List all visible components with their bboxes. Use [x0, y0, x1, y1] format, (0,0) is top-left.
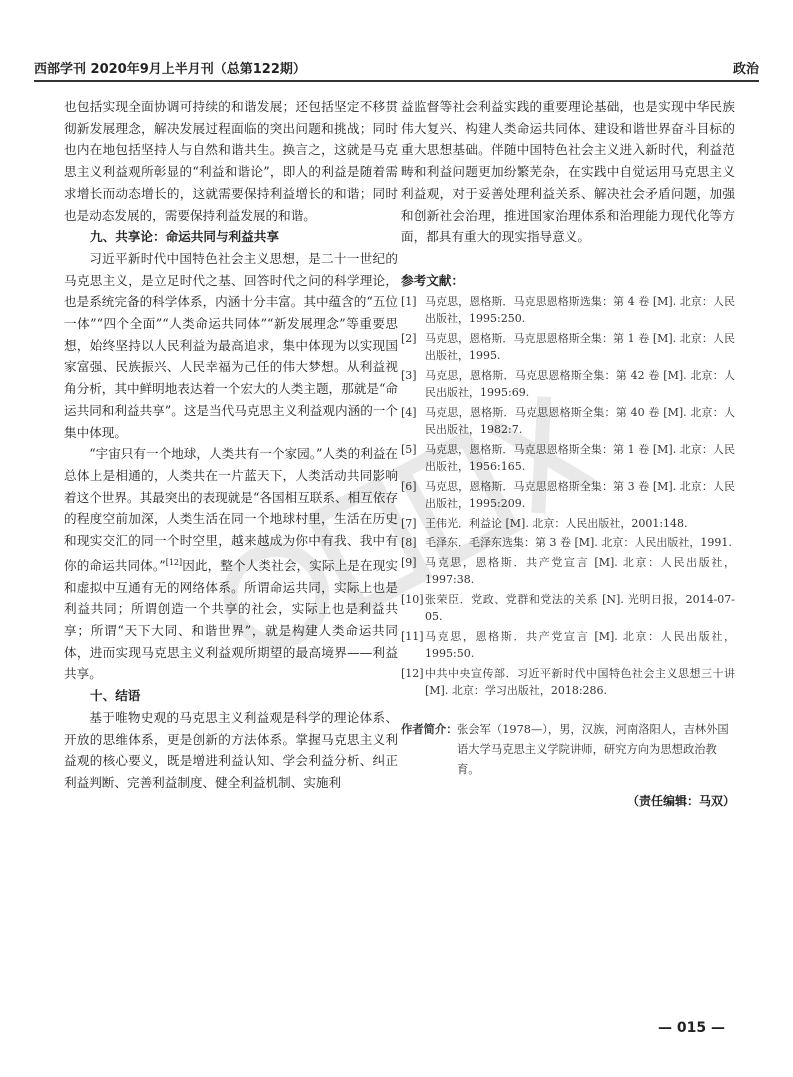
body-paragraph: 基于唯物史观的马克思主义利益观是科学的理论体系、开放的思维体系，更是创新的方法体系。掌握马克思主义利益观的核心要义，既是增进利益认知、学会利益分析、纠正利益判断、完善利益制度、健全利益机制、实施利 — [64, 709, 398, 790]
author-bio — [401, 720, 735, 780]
page-number: — 015 — — [658, 1020, 725, 1036]
reference-text: 毛泽东．毛泽东选集：第 3 卷 [M]. 北京：人民出版社，1991. — [425, 536, 732, 550]
reference-number: [10] — [401, 592, 424, 606]
right-paragraphs — [401, 96, 735, 248]
reference-number: [9] — [401, 555, 417, 569]
reference-item — [401, 628, 735, 663]
responsible-editor: （责任编辑：马双） — [626, 793, 735, 808]
reference-number: [1] — [401, 294, 417, 308]
reference-text: 张荣臣．党政、党群和党法的关系 [N]. 光明日报，2014-07-05. — [425, 592, 735, 624]
reference-item — [401, 478, 735, 513]
page-header — [34, 56, 759, 82]
reference-text: 马克思，恩格斯．马克思恩格斯全集：第 3 卷 [M]. 北京：人民出版社，1995:209. — [425, 479, 735, 511]
body-paragraph: 益监督等社会利益实践的重要理论基础，也是实现中华民族伟大复兴、构建人类命运共同体、建设和谐世界奋斗目标的重大思想基础。伴随中国特色社会主义进入新时代，利益范畴和利益问题更加纷繁芜杂，在实践中自觉运用马克思主义利益观，对于妥善处理利益关系、解决社会矛盾问题，加强和创新社会治理，推进国家治理体系和治理能力现代化等方面，都具有重大的现实指导意义。 — [401, 99, 735, 245]
references-title: 参考文献： — [401, 272, 464, 288]
reference-item — [401, 330, 735, 365]
section-heading: 十、结语 — [90, 688, 141, 704]
header-rule — [34, 80, 759, 82]
reference-text: 马克思，恩格斯．马克思恩格斯全集：第 42 卷 [M]. 北京：人民出版社，1995:69. — [425, 368, 735, 400]
reference-item — [401, 293, 735, 328]
body-paragraph: 习近平新时代中国特色社会主义思想，是二十一世纪的马克思主义，是立足时代之基、回答时代之问的科学理论，也是系统完备的科学体系，内涵十分丰富。其中蕴含的“五位一体”“四个全面”“人类命运共同体”“新发展理念”等重要思想，始终坚持以人民利益为最高追求，集中体现为以实现国家富强、民族振兴、人民幸福为己任的伟大梦想。从利益视角分析，其中鲜明地表达着一个宏大的人类主题，那就是“命运共同和利益共享”。这是当代马克思主义利益观内涵的一个集中体现。 — [64, 250, 398, 440]
author-bio-text: 张会军（1978—），男，汉族，河南洛阳人，吉林外国语大学马克思主义学院讲师，研究方向为思想政治教育。 — [457, 722, 729, 776]
reference-item — [401, 441, 735, 476]
body-paragraph: 也包括实现全面协调可持续的和谐发展；还包括坚定不移贯彻新发展理念，解决发展过程面临的突出问题和挑战；同时也内在地包括坚持人与自然和谐共生。换言之，这就是马克思主义利益观所彰显的“利益和谐论”，即人的利益是随着需求增长而动态增长的，这就需要保持利益增长的和谐；同时也是动态发展的，需要保持利益发展的和谐。 — [64, 99, 398, 223]
reference-number: [6] — [401, 479, 417, 493]
reference-text: 马克思，恩格斯．马克思恩格斯全集：第 1 卷 [M]. 北京：人民出版社，1995. — [425, 331, 735, 363]
reference-text: 马克思，恩格斯．马克思恩格斯全集：第 1 卷 [M]. 北京：人民出版社，1956:165. — [425, 442, 735, 474]
reference-number: [11] — [401, 629, 424, 643]
body-paragraph: “宇宙只有一个地球，人类共有一个家园。”人类的利益在总体上是相通的，人类共在一片蓝天下，人类活动共同影响着这个世界。其最突出的表现就是“各国相互联系、相互依存的程度空前加深，人类生活在同一个地球村里，生活在历史和现实交汇的同一个时空里，越来越成为你中有我、我中有你的命运共同体。”[12]因此，整个人类社会，实际上是在现实和虚拟中互通有无的网络体系。所谓命运共同，实际上也是利益共同；所谓创造一个共享的社会，实际上也是利益共享；所谓“天下大同、和谐世界”，就是构建人类命运共同体，进而实现马克思主义利益观所期望的最高境界——利益共享。 — [64, 446, 399, 682]
reference-number: [7] — [401, 516, 417, 530]
reference-text: 中共中央宣传部．习近平新时代中国特色社会主义思想三十讲 [M]. 北京：学习出版社，2018:286. — [425, 666, 735, 698]
reference-text: 马克思，恩格斯．马克思恩格斯选集：第 4 卷 [M]. 北京：人民出版社，1995:250. — [425, 294, 735, 326]
reference-text: 马克思，恩格斯．共产党宣言 [M]. 北京：人民出版社，1995:50. — [425, 629, 735, 661]
journal-title: 西部学刊 2020年9月上半月刊（总第122期） — [34, 62, 306, 77]
reference-number: [4] — [401, 405, 417, 419]
reference-text: 王伟光．利益论 [M]. 北京：人民出版社，2001:148. — [425, 516, 688, 530]
author-bio-label: 作者简介： — [401, 722, 458, 736]
reference-item — [401, 591, 735, 626]
reference-item — [401, 367, 735, 402]
left-column — [64, 96, 398, 794]
reference-item — [401, 515, 735, 533]
section-heading: 九、共享论：命运共同与利益共享 — [90, 229, 279, 245]
reference-number: [3] — [401, 368, 417, 382]
reference-number: [12] — [401, 666, 424, 680]
reference-number: [5] — [401, 442, 417, 456]
reference-item — [401, 404, 735, 439]
reference-list — [401, 293, 735, 700]
reference-item — [401, 554, 735, 589]
reference-text: 马克思，恩格斯．共产党宣言 [M]. 北京：人民出版社，1997:38. — [425, 555, 735, 587]
right-column — [401, 96, 735, 809]
section-label: 政治 — [732, 62, 759, 77]
reference-number: [2] — [401, 331, 417, 345]
reference-number: [8] — [401, 536, 417, 550]
reference-item — [401, 665, 735, 700]
reference-text: 马克思，恩格斯．马克思恩格斯全集：第 40 卷 [M]. 北京：人民出版社，1982:7. — [425, 405, 735, 437]
reference-item — [401, 534, 735, 552]
